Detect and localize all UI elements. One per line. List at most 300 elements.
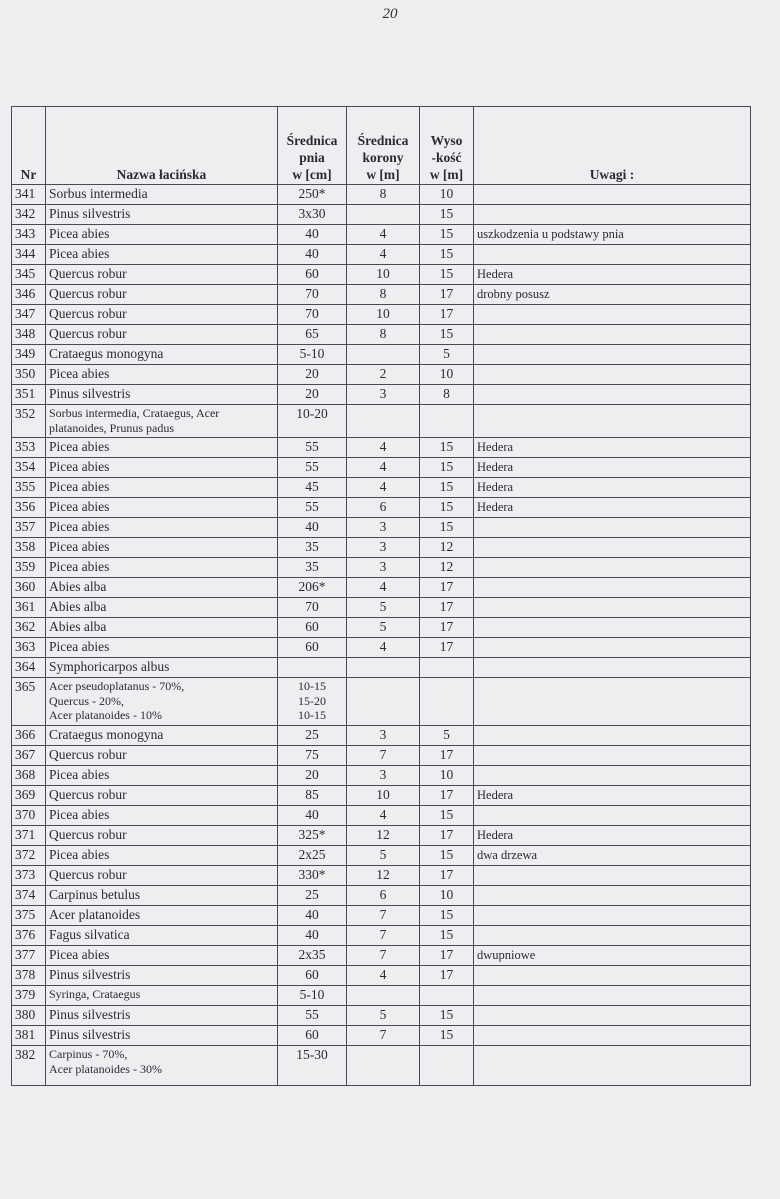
cell-crown-diameter: 4 — [347, 638, 420, 658]
cell-crown-diameter — [347, 205, 420, 225]
latin-name-line: Picea abies — [49, 847, 110, 862]
cell-crown-diameter: 12 — [347, 826, 420, 846]
table-row — [12, 866, 751, 886]
trunk-diameter-value: 20 — [305, 386, 319, 401]
latin-name-line: Picea abies — [49, 519, 110, 534]
cell-height: 10 — [420, 365, 474, 385]
trunk-diameter-value: 60 — [305, 639, 319, 654]
table-row — [12, 946, 751, 966]
latin-name-line: Picea abies — [49, 366, 110, 381]
cell-trunk-diameter — [278, 846, 347, 866]
cell-latin-name — [46, 746, 278, 766]
cell-trunk-diameter — [278, 866, 347, 886]
header-crown-line: korony — [362, 150, 404, 165]
cell-notes — [474, 305, 751, 325]
cell-crown-diameter: 12 — [347, 866, 420, 886]
page-number: 20 — [382, 6, 398, 22]
cell-nr: 381 — [12, 1026, 46, 1046]
table-row — [12, 1026, 751, 1046]
cell-notes: Hedera — [474, 265, 751, 285]
cell-notes — [474, 598, 751, 618]
cell-latin-name — [46, 806, 278, 826]
table-row — [12, 1046, 751, 1086]
cell-trunk-diameter — [278, 498, 347, 518]
cell-trunk-diameter — [278, 598, 347, 618]
cell-latin-name — [46, 405, 278, 438]
cell-height: 8 — [420, 385, 474, 405]
trunk-diameter-value: 55 — [305, 439, 319, 454]
cell-trunk-diameter — [278, 305, 347, 325]
table-row — [12, 365, 751, 385]
cell-latin-name — [46, 886, 278, 906]
table-row — [12, 826, 751, 846]
cell-nr: 347 — [12, 305, 46, 325]
cell-nr: 348 — [12, 325, 46, 345]
cell-nr: 369 — [12, 786, 46, 806]
cell-nr: 345 — [12, 265, 46, 285]
trunk-diameter-value: 25 — [305, 887, 319, 902]
table-row — [12, 986, 751, 1006]
table-row — [12, 638, 751, 658]
cell-crown-diameter — [347, 345, 420, 365]
cell-notes — [474, 558, 751, 578]
header-height-line: -kość — [431, 150, 462, 165]
cell-height: 12 — [420, 538, 474, 558]
cell-latin-name — [46, 598, 278, 618]
cell-height: 17 — [420, 638, 474, 658]
cell-height: 17 — [420, 946, 474, 966]
latin-name-line: Pinus silvestris — [49, 386, 131, 401]
cell-crown-diameter: 10 — [347, 305, 420, 325]
cell-trunk-diameter — [278, 458, 347, 478]
table-row — [12, 726, 751, 746]
cell-nr: 367 — [12, 746, 46, 766]
cell-nr: 356 — [12, 498, 46, 518]
cell-latin-name — [46, 578, 278, 598]
table-row — [12, 806, 751, 826]
cell-trunk-diameter — [278, 1006, 347, 1026]
latin-name-line: Quercus robur — [49, 306, 127, 321]
cell-nr: 353 — [12, 438, 46, 458]
cell-height: 15 — [420, 438, 474, 458]
cell-notes — [474, 365, 751, 385]
table-row — [12, 578, 751, 598]
cell-nr: 359 — [12, 558, 46, 578]
cell-nr: 355 — [12, 478, 46, 498]
cell-crown-diameter: 8 — [347, 285, 420, 305]
cell-crown-diameter: 7 — [347, 926, 420, 946]
cell-notes — [474, 185, 751, 205]
cell-crown-diameter: 3 — [347, 518, 420, 538]
cell-crown-diameter: 7 — [347, 946, 420, 966]
cell-trunk-diameter — [278, 558, 347, 578]
cell-latin-name — [46, 385, 278, 405]
latin-name-line: Picea abies — [49, 559, 110, 574]
cell-latin-name — [46, 1046, 278, 1086]
latin-name-line: Picea abies — [49, 767, 110, 782]
cell-crown-diameter: 4 — [347, 578, 420, 598]
latin-name-line: Crataegus monogyna — [49, 727, 164, 742]
cell-nr: 350 — [12, 365, 46, 385]
cell-trunk-diameter — [278, 518, 347, 538]
cell-nr: 380 — [12, 1006, 46, 1026]
cell-height: 17 — [420, 618, 474, 638]
latin-name-line: Quercus robur — [49, 827, 127, 842]
header-trunk-line: w [cm] — [292, 167, 332, 182]
cell-height: 12 — [420, 558, 474, 578]
cell-height: 5 — [420, 345, 474, 365]
table-row — [12, 926, 751, 946]
cell-notes: drobny posusz — [474, 285, 751, 305]
cell-notes — [474, 325, 751, 345]
cell-crown-diameter — [347, 678, 420, 726]
trunk-diameter-value: 35 — [305, 539, 319, 554]
cell-trunk-diameter — [278, 658, 347, 678]
cell-notes — [474, 205, 751, 225]
cell-notes — [474, 345, 751, 365]
cell-latin-name — [46, 185, 278, 205]
cell-nr: 376 — [12, 926, 46, 946]
header-notes: Uwagi : — [474, 107, 751, 185]
cell-trunk-diameter — [278, 245, 347, 265]
cell-notes — [474, 1006, 751, 1026]
latin-name-line: Syringa, Crataegus — [49, 987, 141, 1001]
trunk-diameter-value: 70 — [305, 306, 319, 321]
trunk-diameter-value: 70 — [305, 599, 319, 614]
cell-notes — [474, 766, 751, 786]
header-trunk-line: Średnica — [286, 133, 338, 148]
cell-trunk-diameter — [278, 638, 347, 658]
cell-notes — [474, 518, 751, 538]
trunk-diameter-value: 65 — [305, 326, 319, 341]
cell-crown-diameter: 5 — [347, 618, 420, 638]
cell-crown-diameter: 7 — [347, 906, 420, 926]
cell-trunk-diameter — [278, 946, 347, 966]
cell-crown-diameter: 3 — [347, 726, 420, 746]
cell-crown-diameter: 4 — [347, 458, 420, 478]
cell-latin-name — [46, 458, 278, 478]
cell-crown-diameter: 4 — [347, 478, 420, 498]
cell-crown-diameter — [347, 1046, 420, 1086]
cell-latin-name — [46, 205, 278, 225]
cell-height: 17 — [420, 746, 474, 766]
header-height — [420, 107, 474, 185]
table-row — [12, 438, 751, 458]
cell-notes — [474, 678, 751, 726]
cell-latin-name — [46, 786, 278, 806]
table-row — [12, 325, 751, 345]
cell-nr: 366 — [12, 726, 46, 746]
cell-latin-name — [46, 478, 278, 498]
cell-height: 15 — [420, 846, 474, 866]
latin-name-line: Picea abies — [49, 639, 110, 654]
latin-name-line: Acer platanoides - 30% — [49, 1061, 162, 1076]
cell-trunk-diameter — [278, 185, 347, 205]
cell-trunk-diameter — [278, 618, 347, 638]
header-trunk-diameter — [278, 107, 347, 185]
latin-name-line: Fagus silvatica — [49, 927, 130, 942]
cell-crown-diameter: 7 — [347, 1026, 420, 1046]
latin-name-line: Quercus robur — [49, 326, 127, 341]
cell-nr: 346 — [12, 285, 46, 305]
table-row — [12, 225, 751, 245]
header-crown-line: w [m] — [366, 167, 400, 182]
cell-notes: Hedera — [474, 458, 751, 478]
cell-notes: uszkodzenia u podstawy pnia — [474, 225, 751, 245]
cell-nr: 363 — [12, 638, 46, 658]
trunk-diameter-value: 15-20 — [298, 693, 326, 708]
cell-crown-diameter: 4 — [347, 245, 420, 265]
cell-notes — [474, 926, 751, 946]
cell-notes: Hedera — [474, 786, 751, 806]
table-row — [12, 966, 751, 986]
trunk-diameter-value: 5-10 — [299, 346, 325, 361]
cell-trunk-diameter — [278, 325, 347, 345]
cell-crown-diameter: 6 — [347, 498, 420, 518]
trunk-diameter-value: 55 — [305, 1007, 319, 1022]
table-row — [12, 746, 751, 766]
cell-crown-diameter: 8 — [347, 185, 420, 205]
cell-crown-diameter: 10 — [347, 786, 420, 806]
header-crown-diameter — [347, 107, 420, 185]
cell-latin-name — [46, 265, 278, 285]
table-row — [12, 538, 751, 558]
table-row — [12, 498, 751, 518]
trunk-diameter-value: 40 — [305, 226, 319, 241]
cell-height: 15 — [420, 325, 474, 345]
table-row — [12, 618, 751, 638]
trunk-diameter-value: 10-20 — [296, 406, 328, 421]
table-row — [12, 598, 751, 618]
cell-trunk-diameter — [278, 538, 347, 558]
cell-trunk-diameter — [278, 385, 347, 405]
cell-latin-name — [46, 245, 278, 265]
cell-trunk-diameter — [278, 826, 347, 846]
table-row — [12, 405, 751, 438]
table-row — [12, 558, 751, 578]
latin-name-line: Picea abies — [49, 459, 110, 474]
latin-name-line: Abies alba — [49, 579, 107, 594]
latin-name-line: Symphoricarpos albus — [49, 659, 170, 674]
trunk-diameter-value: 40 — [305, 246, 319, 261]
cell-height — [420, 405, 474, 438]
cell-crown-diameter: 3 — [347, 385, 420, 405]
cell-trunk-diameter — [278, 578, 347, 598]
cell-latin-name — [46, 826, 278, 846]
cell-trunk-diameter — [278, 365, 347, 385]
trunk-diameter-value: 5-10 — [299, 987, 325, 1002]
latin-name-line: Quercus - 20%, — [49, 693, 124, 708]
cell-crown-diameter: 3 — [347, 766, 420, 786]
cell-height: 15 — [420, 225, 474, 245]
trunk-diameter-value: 15-30 — [296, 1047, 328, 1062]
cell-trunk-diameter — [278, 285, 347, 305]
trunk-diameter-value: 40 — [305, 907, 319, 922]
cell-notes: Hedera — [474, 478, 751, 498]
cell-notes — [474, 405, 751, 438]
cell-nr: 352 — [12, 405, 46, 438]
cell-notes — [474, 746, 751, 766]
header-trunk-line: pnia — [299, 150, 325, 165]
latin-name-line: Picea abies — [49, 439, 110, 454]
cell-latin-name — [46, 766, 278, 786]
cell-crown-diameter: 7 — [347, 746, 420, 766]
cell-crown-diameter — [347, 405, 420, 438]
trunk-diameter-value: 60 — [305, 619, 319, 634]
trunk-diameter-value: 3x30 — [298, 206, 326, 221]
table-row — [12, 766, 751, 786]
cell-nr: 378 — [12, 966, 46, 986]
cell-trunk-diameter — [278, 345, 347, 365]
cell-crown-diameter: 8 — [347, 325, 420, 345]
cell-trunk-diameter — [278, 926, 347, 946]
table-row — [12, 1006, 751, 1026]
cell-latin-name — [46, 518, 278, 538]
latin-name-line: Acer platanoides — [49, 907, 141, 922]
trunk-diameter-value: 20 — [305, 366, 319, 381]
cell-height — [420, 658, 474, 678]
latin-name-line: Pinus silvestris — [49, 1027, 131, 1042]
trunk-diameter-value: 55 — [305, 499, 319, 514]
cell-latin-name — [46, 498, 278, 518]
cell-latin-name — [46, 658, 278, 678]
cell-nr: 379 — [12, 986, 46, 1006]
cell-height: 17 — [420, 598, 474, 618]
cell-latin-name — [46, 438, 278, 458]
cell-nr: 341 — [12, 185, 46, 205]
latin-name-line: Quercus robur — [49, 867, 127, 882]
cell-height: 15 — [420, 245, 474, 265]
trunk-diameter-value: 25 — [305, 727, 319, 742]
table-row — [12, 245, 751, 265]
cell-crown-diameter: 2 — [347, 365, 420, 385]
latin-name-line: Abies alba — [49, 599, 107, 614]
cell-latin-name — [46, 1006, 278, 1026]
cell-latin-name — [46, 305, 278, 325]
cell-nr: 382 — [12, 1046, 46, 1086]
cell-height: 15 — [420, 205, 474, 225]
cell-latin-name — [46, 225, 278, 245]
cell-notes — [474, 1026, 751, 1046]
cell-nr: 351 — [12, 385, 46, 405]
cell-nr: 360 — [12, 578, 46, 598]
cell-height: 15 — [420, 1006, 474, 1026]
cell-crown-diameter: 3 — [347, 538, 420, 558]
cell-height: 10 — [420, 886, 474, 906]
cell-height — [420, 678, 474, 726]
cell-trunk-diameter — [278, 678, 347, 726]
cell-crown-diameter: 6 — [347, 886, 420, 906]
cell-height: 17 — [420, 285, 474, 305]
cell-height: 15 — [420, 1026, 474, 1046]
cell-trunk-diameter — [278, 1046, 347, 1086]
cell-notes — [474, 986, 751, 1006]
cell-nr: 362 — [12, 618, 46, 638]
latin-name-line: Carpinus betulus — [49, 887, 141, 902]
cell-height: 15 — [420, 906, 474, 926]
table-row — [12, 658, 751, 678]
cell-nr: 354 — [12, 458, 46, 478]
cell-nr: 358 — [12, 538, 46, 558]
cell-nr: 364 — [12, 658, 46, 678]
trunk-diameter-value: 60 — [305, 967, 319, 982]
table-row — [12, 458, 751, 478]
cell-height — [420, 1046, 474, 1086]
latin-name-line: Acer pseudoplatanus - 70%, — [49, 679, 185, 693]
cell-nr: 372 — [12, 846, 46, 866]
cell-nr: 357 — [12, 518, 46, 538]
cell-latin-name — [46, 285, 278, 305]
cell-trunk-diameter — [278, 265, 347, 285]
latin-name-line: Picea abies — [49, 246, 110, 261]
latin-name-line: platanoides, Prunus padus — [49, 420, 174, 435]
cell-notes: dwa drzewa — [474, 846, 751, 866]
cell-notes — [474, 866, 751, 886]
cell-latin-name — [46, 866, 278, 886]
cell-crown-diameter: 4 — [347, 438, 420, 458]
cell-trunk-diameter — [278, 1026, 347, 1046]
cell-notes — [474, 385, 751, 405]
cell-latin-name — [46, 365, 278, 385]
cell-latin-name — [46, 538, 278, 558]
cell-height: 15 — [420, 806, 474, 826]
cell-trunk-diameter — [278, 478, 347, 498]
cell-crown-diameter: 10 — [347, 265, 420, 285]
cell-latin-name — [46, 638, 278, 658]
latin-name-line: Crataegus monogyna — [49, 346, 164, 361]
cell-notes — [474, 806, 751, 826]
cell-height — [420, 986, 474, 1006]
latin-name-line: Picea abies — [49, 226, 110, 241]
cell-crown-diameter: 5 — [347, 1006, 420, 1026]
latin-name-line: Picea abies — [49, 807, 110, 822]
cell-trunk-diameter — [278, 766, 347, 786]
cell-height: 17 — [420, 578, 474, 598]
table-row — [12, 846, 751, 866]
cell-nr: 368 — [12, 766, 46, 786]
trunk-diameter-value: 40 — [305, 927, 319, 942]
cell-latin-name — [46, 618, 278, 638]
cell-latin-name — [46, 846, 278, 866]
cell-notes — [474, 245, 751, 265]
cell-height: 15 — [420, 478, 474, 498]
cell-height: 15 — [420, 458, 474, 478]
trunk-diameter-value: 85 — [305, 787, 319, 802]
cell-latin-name — [46, 1026, 278, 1046]
cell-notes — [474, 966, 751, 986]
cell-latin-name — [46, 986, 278, 1006]
cell-latin-name — [46, 325, 278, 345]
trunk-diameter-value: 40 — [305, 807, 319, 822]
header-row — [12, 107, 751, 185]
cell-latin-name — [46, 966, 278, 986]
cell-height: 17 — [420, 305, 474, 325]
cell-latin-name — [46, 558, 278, 578]
latin-name-line: Pinus silvestris — [49, 1007, 131, 1022]
cell-notes — [474, 1046, 751, 1086]
cell-height: 15 — [420, 926, 474, 946]
trunk-diameter-value: 20 — [305, 767, 319, 782]
latin-name-line: Pinus silvestris — [49, 967, 131, 982]
cell-trunk-diameter — [278, 886, 347, 906]
cell-crown-diameter: 5 — [347, 846, 420, 866]
cell-notes — [474, 638, 751, 658]
latin-name-line: Sorbus intermedia, Crataegus, Acer — [49, 406, 220, 420]
trunk-diameter-value: 325* — [298, 827, 326, 842]
cell-height: 10 — [420, 766, 474, 786]
cell-trunk-diameter — [278, 405, 347, 438]
header-latin-name: Nazwa łacińska — [46, 107, 278, 185]
